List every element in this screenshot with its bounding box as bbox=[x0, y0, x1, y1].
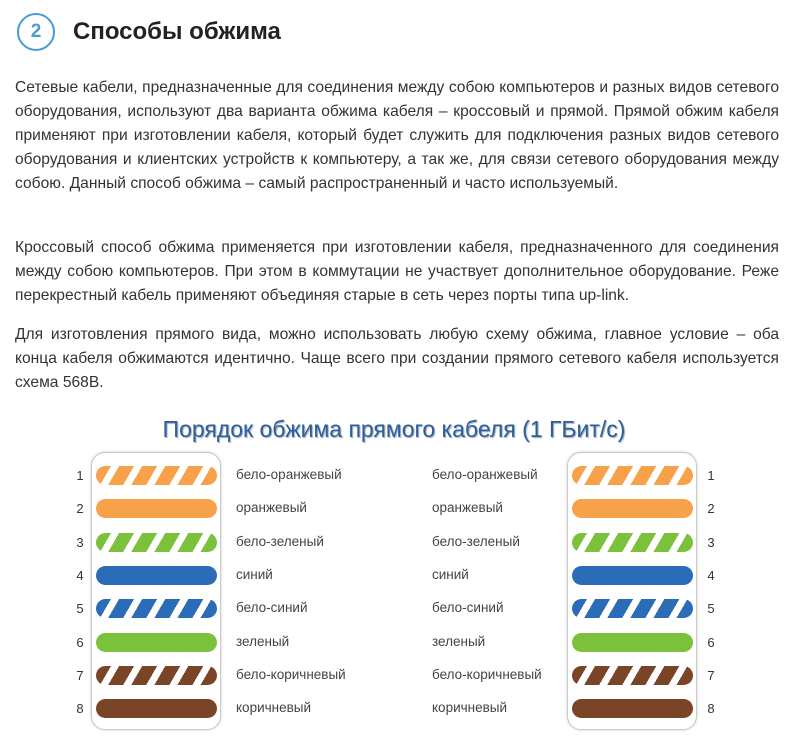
right-pin-number: 6 bbox=[707, 634, 715, 650]
left-wire-label: бело-зеленый bbox=[236, 533, 324, 549]
right-wire-3 bbox=[572, 533, 693, 552]
left-wire-label: синий bbox=[236, 566, 273, 582]
right-wire-label: оранжевый bbox=[432, 500, 503, 516]
right-wire-5 bbox=[572, 599, 693, 618]
section-title: Способы обжима bbox=[73, 18, 281, 45]
left-pin-number: 7 bbox=[76, 667, 84, 683]
left-pin-number: 5 bbox=[76, 601, 84, 617]
diagram-title: Порядок обжима прямого кабеля (1 ГБит/с) bbox=[162, 416, 626, 442]
left-wire-3 bbox=[96, 533, 217, 552]
right-pin-number: 5 bbox=[707, 601, 715, 617]
left-wire-label: бело-оранжевый bbox=[236, 467, 342, 482]
left-pin-number: 6 bbox=[76, 634, 84, 650]
paragraph-crossover: Кроссовый способ обжима применяется при изготовлении кабеля, предназначенного для соединения между собою компьютеров. При этом в коммутации не участвует дополнительное оборудование. Реже перекрестный кабель применяют объединяя старые в сеть через порты типа up-link. bbox=[15, 239, 779, 304]
right-pin-number: 1 bbox=[707, 468, 715, 483]
right-wire-2 bbox=[572, 499, 693, 518]
right-wire-label: бело-синий bbox=[432, 600, 504, 616]
left-wire-7 bbox=[96, 666, 217, 685]
left-wire-label: зеленый bbox=[236, 633, 290, 649]
left-wire-1 bbox=[96, 466, 217, 485]
left-wire-label: коричневый bbox=[236, 700, 312, 716]
left-pin-number: 1 bbox=[76, 468, 84, 483]
right-connector bbox=[567, 452, 697, 730]
paragraph-straight: Для изготовления прямого вида, можно использовать любую схему обжима, главное условие – оба конца кабеля обжимаются идентично. Чаще всего при создании прямого сетевого кабеля используется схема 568В. bbox=[15, 326, 779, 391]
left-pin-number: 2 bbox=[76, 501, 84, 517]
paragraph-cable-types: Сетевые кабели, предназначенные для соединения между собою компьютеров и разных видов сетевого оборудования, используют два варианта обжима кабеля – кроссовый и прямой. Прямой обжим кабеля применяют при изготовлении кабеля, который будет служить для подключения разных видов сетевого оборудования и клиентских устройств к компьютеру, а так же, для связи сетевого оборудования между собою. Данный способ обжима – самый распространенный и часто используемый. bbox=[15, 79, 779, 192]
right-wire-label: синий bbox=[432, 566, 469, 582]
left-wire-8 bbox=[96, 699, 217, 718]
left-wire-label: бело-коричневый bbox=[236, 666, 346, 682]
right-wire-label: бело-коричневый bbox=[432, 666, 542, 682]
right-wire-4 bbox=[572, 566, 693, 585]
right-wire-label: бело-оранжевый bbox=[432, 467, 538, 482]
right-wire-6 bbox=[572, 633, 693, 652]
right-wire-7 bbox=[572, 666, 693, 685]
left-wire-2 bbox=[96, 499, 217, 518]
right-pin-number: 4 bbox=[707, 567, 715, 583]
right-wire-label: зеленый bbox=[432, 633, 486, 649]
right-pin-number: 8 bbox=[707, 701, 715, 717]
left-connector bbox=[91, 452, 221, 730]
left-pin-number: 4 bbox=[76, 567, 84, 583]
right-pin-number: 7 bbox=[707, 667, 715, 683]
right-pin-number: 2 bbox=[707, 501, 715, 517]
left-wire-label: бело-синий bbox=[236, 600, 308, 616]
left-pin-number: 3 bbox=[76, 534, 84, 550]
right-wire-8 bbox=[572, 699, 693, 718]
right-pin-number: 3 bbox=[707, 534, 715, 550]
step-number: 2 bbox=[30, 21, 42, 42]
right-wire-label: бело-зеленый bbox=[432, 533, 520, 549]
right-wire-label: коричневый bbox=[432, 700, 508, 716]
left-pin-number: 8 bbox=[76, 701, 84, 717]
left-wire-label: оранжевый bbox=[236, 500, 307, 516]
left-wire-6 bbox=[96, 633, 217, 652]
left-wire-5 bbox=[96, 599, 217, 618]
right-wire-1 bbox=[572, 466, 693, 485]
step-number-badge bbox=[17, 13, 55, 51]
left-wire-4 bbox=[96, 566, 217, 585]
